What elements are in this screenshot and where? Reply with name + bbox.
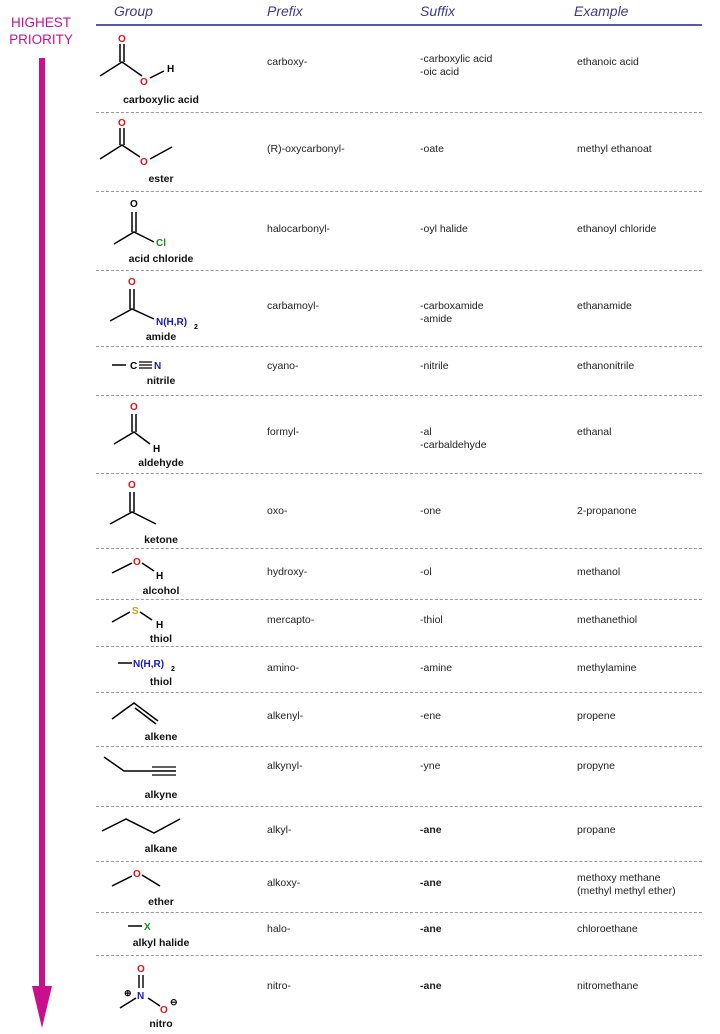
svg-text:O: O — [128, 480, 136, 491]
svg-text:N(H,R): N(H,R) — [133, 659, 165, 670]
header-suffix: Suffix — [420, 3, 456, 19]
svg-text:X: X — [144, 922, 151, 933]
suffix-line: -carboxylic acid — [420, 53, 493, 65]
prefix-cell: halo- — [267, 923, 291, 935]
table-row — [96, 693, 702, 747]
suffix-line: -amide — [420, 313, 453, 325]
example-cell: 2-propanone — [577, 505, 637, 517]
group-name: ketone — [144, 534, 178, 546]
priority-label-line1: HIGHEST — [10, 15, 71, 30]
svg-text:O: O — [118, 34, 126, 45]
group-name: nitrile — [146, 375, 176, 387]
table-header — [96, 0, 702, 26]
group-name: ether — [148, 896, 174, 908]
group-name: aldehyde — [138, 457, 184, 469]
table-row — [96, 549, 702, 600]
table-row — [96, 271, 702, 347]
prefix-cell: halocarbonyl- — [267, 223, 331, 235]
example-cell: ethanal — [577, 426, 612, 438]
table-row — [96, 600, 702, 647]
example-cell: chloroethane — [577, 923, 638, 935]
group-name: alcohol — [142, 585, 180, 597]
nitrile-structure — [96, 347, 266, 395]
example-cell: methanol — [577, 566, 621, 578]
suffix-cell — [420, 53, 492, 79]
group-name: ester — [148, 173, 174, 185]
group-name: alkene — [144, 731, 178, 743]
svg-text:Cl: Cl — [156, 238, 166, 249]
suffix-cell: -oate — [420, 143, 444, 155]
table-row — [96, 347, 702, 396]
svg-text:O: O — [130, 402, 138, 413]
suffix-line: -al — [420, 426, 432, 438]
example-cell: propane — [577, 824, 616, 836]
prefix-cell: (R)-oxycarbonyl- — [267, 143, 345, 155]
example-cell: nitromethane — [577, 980, 639, 992]
example-cell: ethanoic acid — [577, 56, 639, 68]
group-name: thiol — [149, 633, 173, 645]
table-row — [96, 192, 702, 271]
prefix-cell: amino- — [267, 662, 300, 674]
example-cell: propene — [577, 710, 616, 722]
suffix-cell: -ane — [420, 824, 442, 836]
prefix-cell: nitro- — [267, 980, 291, 992]
suffix-cell — [420, 426, 487, 452]
example-cell: ethanamide — [577, 300, 632, 312]
svg-text:O: O — [133, 869, 141, 880]
suffix-cell: -ane — [420, 923, 442, 935]
table-row — [96, 113, 702, 192]
group-name: alkyl halide — [132, 937, 190, 949]
table-row — [96, 807, 702, 862]
example-cell: methyl ethanoat — [577, 143, 652, 155]
suffix-cell: -oyl halide — [420, 223, 468, 235]
svg-text:⊕: ⊕ — [124, 988, 132, 998]
prefix-cell: alkyl- — [267, 824, 292, 836]
prefix-cell: cyano- — [267, 360, 299, 372]
suffix-cell: -ane — [420, 877, 442, 889]
table-row — [96, 474, 702, 549]
example-line: (methyl methyl ether) — [577, 885, 676, 897]
prefix-cell: alkoxy- — [267, 877, 301, 889]
table-row — [96, 956, 702, 1032]
svg-text:O: O — [160, 1005, 168, 1016]
example-line: methoxy methane — [577, 872, 661, 884]
suffix-cell: -ene — [420, 710, 442, 722]
example-cell: methanethiol — [577, 614, 638, 626]
group-name: alkane — [144, 843, 178, 855]
table-row — [96, 396, 702, 474]
svg-text:H: H — [156, 571, 164, 582]
priority-arrow — [32, 58, 52, 1028]
svg-text:H: H — [153, 444, 161, 455]
svg-text:H: H — [156, 620, 164, 631]
suffix-cell: -one — [420, 505, 442, 517]
example-cell: ethanonitrile — [577, 360, 635, 372]
group-name: alkyne — [144, 789, 178, 801]
svg-text:N(H,R): N(H,R) — [156, 317, 188, 328]
table-row — [96, 913, 702, 956]
suffix-cell: -ane — [420, 980, 442, 992]
svg-text:O: O — [137, 964, 145, 975]
svg-text:2: 2 — [194, 324, 198, 331]
svg-text:⊖: ⊖ — [170, 997, 178, 1007]
example-cell: ethanoyl chloride — [577, 223, 657, 235]
svg-text:O: O — [130, 199, 138, 210]
svg-text:O: O — [140, 157, 148, 168]
prefix-cell: formyl- — [267, 426, 300, 438]
suffix-cell — [420, 300, 484, 326]
suffix-line: -carbaldehyde — [420, 439, 487, 451]
prefix-cell: mercapto- — [267, 614, 315, 626]
example-cell: propyne — [577, 760, 615, 772]
svg-text:N: N — [154, 361, 162, 372]
prefix-cell: oxo- — [267, 505, 288, 517]
prefix-cell: alkynyl- — [267, 760, 303, 772]
svg-text:2: 2 — [171, 666, 175, 673]
suffix-cell: -amine — [420, 662, 453, 674]
priority-label — [0, 14, 82, 48]
svg-text:O: O — [128, 277, 136, 288]
svg-text:H: H — [167, 64, 175, 75]
example-cell: methylamine — [577, 662, 637, 674]
header-prefix: Prefix — [267, 3, 303, 19]
svg-text:N: N — [137, 991, 145, 1002]
svg-text:O: O — [140, 77, 148, 88]
suffix-line: -oic acid — [420, 66, 460, 78]
table-row — [96, 26, 702, 113]
suffix-line: -carboxamide — [420, 300, 484, 312]
table-row — [96, 747, 702, 807]
group-name: nitro — [149, 1018, 173, 1030]
header-group: Group — [114, 3, 153, 19]
group-name: thiol — [149, 676, 173, 688]
prefix-cell: carbamoyl- — [267, 300, 319, 312]
table-row — [96, 862, 702, 913]
suffix-cell: -nitrile — [420, 360, 449, 372]
prefix-cell: alkenyl- — [267, 710, 304, 722]
svg-text:O: O — [118, 118, 126, 129]
svg-text:S: S — [132, 606, 139, 617]
svg-text:C: C — [130, 361, 138, 372]
suffix-cell: -thiol — [420, 614, 443, 626]
prefix-cell: hydroxy- — [267, 566, 308, 578]
suffix-cell: -yne — [420, 760, 441, 772]
group-name: amide — [145, 331, 177, 343]
svg-text:O: O — [133, 557, 141, 568]
priority-label-line2: PRIORITY — [9, 32, 73, 47]
prefix-cell: carboxy- — [267, 56, 308, 68]
header-example: Example — [574, 3, 629, 19]
table-row — [96, 647, 702, 693]
example-cell — [577, 872, 702, 898]
group-name: carboxylic acid — [123, 94, 199, 106]
group-name: acid chloride — [128, 253, 194, 265]
suffix-cell: -ol — [420, 566, 432, 578]
